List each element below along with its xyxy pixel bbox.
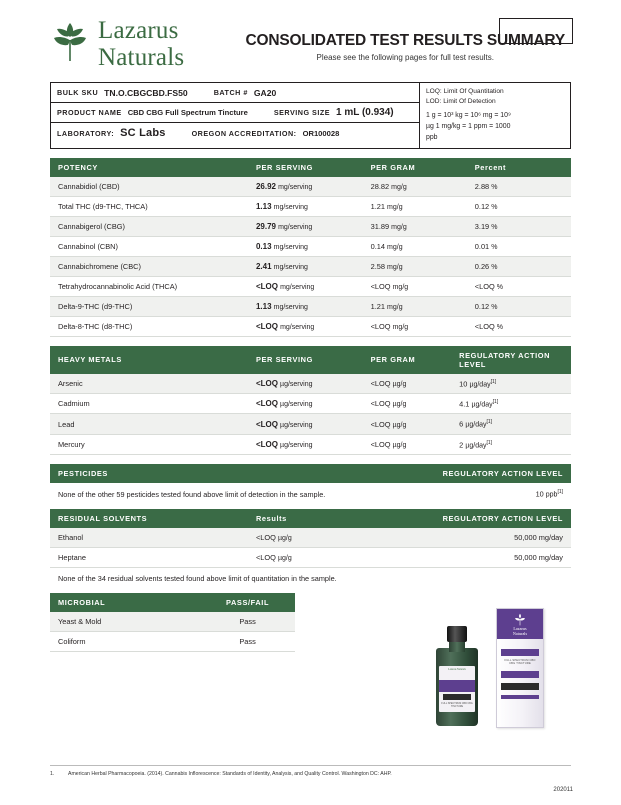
action-level-cell <box>415 528 571 548</box>
residual-solvents-section <box>50 509 571 589</box>
unit: mg/serving <box>273 303 308 311</box>
unit: mg/serving <box>278 223 313 231</box>
pesticides-col-title: PESTICIDES <box>50 464 363 483</box>
product-name-value: CBD CBG Full Spectrum Tincture <box>127 108 248 117</box>
value: 28.82 <box>370 181 390 191</box>
analyte-name: Cannabidiol (CBD) <box>50 177 248 197</box>
per-gram-cell <box>363 374 452 394</box>
action-level-cell <box>451 374 571 394</box>
value: <LOQ <box>370 440 391 450</box>
residual-solvents-table <box>50 509 571 568</box>
value: 0.01 <box>474 241 490 251</box>
pesticides-table <box>50 464 571 483</box>
value: 50,000 mg/day <box>514 552 563 562</box>
footnote-citation: American Herbal Pharmacopoeia. (2014). Cannabis Inflorescence: Standards of Identity, Analysis, and Quality Control. Washington DC: AHP. <box>68 771 392 777</box>
pesticides-note: None of the other 59 pesticides tested found above limit of detection in the sample. <box>58 489 326 499</box>
page-title: CONSOLIDATED TEST RESULTS SUMMARY <box>245 32 565 49</box>
value: 2.88 <box>474 181 490 191</box>
bulk-sku-value: TN.O.CBGCBD.FS50 <box>104 87 188 98</box>
per-gram-cell <box>363 394 452 414</box>
value: <LOQ <box>255 321 278 331</box>
table-row <box>50 528 571 548</box>
carton-brand-line-1: Lazarus <box>513 626 527 631</box>
per-gram-cell <box>363 196 467 216</box>
potency-table <box>50 158 571 337</box>
per-gram-cell <box>363 236 467 256</box>
value: 3.19 <box>474 221 490 231</box>
residual-solvents-rows <box>50 528 571 568</box>
carton-top-panel <box>497 609 543 639</box>
percent-cell <box>467 296 571 316</box>
unit: mg/serving <box>280 283 315 291</box>
result-cell <box>248 547 415 567</box>
unit: mg/g <box>391 223 407 231</box>
percent-cell <box>467 216 571 236</box>
table-row <box>50 414 571 434</box>
carton-band-4 <box>501 695 539 699</box>
product-carton <box>496 608 544 728</box>
bottle-label-dark-band <box>443 694 471 700</box>
per-gram-cell <box>363 276 467 296</box>
leaf-icon <box>514 613 526 626</box>
table-row <box>50 316 571 336</box>
value: 2 <box>459 440 464 450</box>
per-serving-cell <box>248 296 363 316</box>
serving-size-label: SERVING SIZE <box>273 108 331 117</box>
value: <LOQ <box>370 281 391 291</box>
analyte-name: Yeast & Mold <box>50 612 192 632</box>
result-cell: Pass <box>192 631 295 651</box>
value: 50,000 mg/day <box>514 532 563 542</box>
value: 29.79 <box>255 221 277 231</box>
table-row <box>50 276 571 296</box>
per-serving-cell <box>248 374 363 394</box>
brand-line-1: Lazarus <box>98 17 179 44</box>
unit: µg/day <box>465 421 487 429</box>
percent-cell <box>467 256 571 276</box>
analyte-name: Delta-8-THC (d8-THC) <box>50 316 248 336</box>
unit: µg/g <box>392 442 407 450</box>
unit: µg/serving <box>280 380 313 388</box>
footnote-marker: [1] <box>492 399 499 406</box>
bulk-sku-label: BULK SKU <box>57 88 99 97</box>
potency-section <box>50 158 571 337</box>
carton-band-2 <box>501 671 539 678</box>
bottle-label-band <box>439 680 475 692</box>
value: 1.21 <box>370 201 385 211</box>
hm-col-per-serving: PER SERVING <box>248 346 363 374</box>
unit: mg/g <box>392 323 409 331</box>
analyte-name: Cannabigerol (CBG) <box>50 216 248 236</box>
brand-wordmark <box>98 18 184 70</box>
conversion-line-3: ppb <box>426 133 438 141</box>
batch-value: GA20 <box>253 87 277 98</box>
per-gram-cell <box>363 216 467 236</box>
info-row-lab <box>51 123 419 143</box>
definitions-box <box>419 82 571 149</box>
pesticides-col-action-level: REGULATORY ACTION LEVEL <box>363 464 571 483</box>
result-cell: Pass <box>192 612 295 632</box>
per-gram-cell <box>363 296 467 316</box>
analyte-name: Mercury <box>50 434 248 454</box>
batch-label: BATCH # <box>213 88 248 97</box>
sample-info-panel <box>50 82 571 149</box>
unit: µg/g <box>277 534 292 542</box>
bottle-label-text: FULL SPECTRUM CBD CBG TINCTURE <box>441 702 473 708</box>
value: 2.58 <box>370 261 385 271</box>
product-name-label: PRODUCT NAME <box>57 108 122 117</box>
per-serving-cell <box>248 414 363 434</box>
value: <LOQ <box>370 399 391 409</box>
conversion-line-1: 1 g = 10³ kg = 10⁶ mg = 10⁹ <box>426 112 511 120</box>
page-subtitle: Please see the following pages for full test results. <box>316 53 494 62</box>
table-row <box>50 434 571 454</box>
bottle-label <box>439 666 475 712</box>
value: <LOQ <box>255 419 278 429</box>
analyte-name: Total THC (d9-THC, THCA) <box>50 196 248 216</box>
unit: % <box>491 223 498 231</box>
carton-text: FULL SPECTRUM CBD CBG TINCTURE <box>504 659 536 665</box>
per-serving-cell <box>248 236 363 256</box>
action-level-cell <box>415 547 571 567</box>
accreditation-value: OR100028 <box>302 128 340 138</box>
unit: µg/day <box>471 401 493 409</box>
value: <LOQ <box>370 419 391 429</box>
microbial-section <box>50 593 295 652</box>
pesticides-note-row <box>50 483 571 504</box>
table-row <box>50 177 571 197</box>
unit: µg/serving <box>280 442 313 450</box>
per-gram-cell <box>363 434 452 454</box>
value: 0.12 <box>474 201 490 211</box>
unit: mg/g <box>387 243 403 251</box>
serving-size-value: 1 mL (0.934) <box>336 107 394 118</box>
table-row <box>50 631 295 651</box>
carton-band-1 <box>501 649 539 656</box>
unit: mg/g <box>387 303 403 311</box>
dropper-cap <box>447 626 467 642</box>
unit: mg/g <box>391 183 407 191</box>
heavy-metals-rows <box>50 374 571 455</box>
potency-col-percent: Percent <box>467 158 571 177</box>
percent-cell <box>467 236 571 256</box>
table-header-row <box>50 346 571 374</box>
value: 2.41 <box>255 261 272 271</box>
unit: % <box>491 183 498 191</box>
rs-col-results: Results <box>248 509 415 528</box>
per-serving-cell <box>248 434 363 454</box>
value: 0.14 <box>370 241 385 251</box>
per-gram-cell <box>363 256 467 276</box>
unit: µg/g <box>392 421 407 429</box>
table-row <box>50 612 295 632</box>
pesticides-section <box>50 464 571 504</box>
value: <LOQ <box>255 399 278 409</box>
potency-col-per-serving: PER SERVING <box>248 158 363 177</box>
value: 10 <box>535 489 544 499</box>
unit: % <box>491 243 498 251</box>
footnote-marker: [1] <box>486 419 493 426</box>
value: <LOQ <box>255 378 278 388</box>
per-gram-cell <box>363 414 452 434</box>
value: <LOQ <box>474 321 495 331</box>
value: <LOQ <box>255 552 276 562</box>
microbial-col-analyte: MICROBIAL <box>50 593 192 612</box>
value: 0.26 <box>474 261 490 271</box>
percent-cell <box>467 177 571 197</box>
value: 0.13 <box>255 241 272 251</box>
value: 1.13 <box>255 301 272 311</box>
per-serving-cell <box>248 196 363 216</box>
info-row-product <box>51 103 419 123</box>
table-header-row <box>50 464 571 483</box>
laboratory-label: LABORATORY: <box>57 128 115 138</box>
heavy-metals-table <box>50 346 571 456</box>
table-header-row <box>50 593 295 612</box>
unit: % <box>491 203 498 211</box>
value: <LOQ <box>370 321 391 331</box>
microbial-col-passfail: PASS/FAIL <box>192 593 295 612</box>
unit: µg/g <box>277 554 292 562</box>
percent-cell <box>467 316 571 336</box>
value: 31.89 <box>370 221 390 231</box>
value: <LOQ <box>255 532 276 542</box>
table-row <box>50 374 571 394</box>
potency-col-per-gram: PER GRAM <box>363 158 467 177</box>
unit: mg/serving <box>273 203 308 211</box>
table-row <box>50 216 571 236</box>
brand-logo <box>50 18 184 70</box>
value: 10 <box>459 379 468 389</box>
table-header-row <box>50 158 571 177</box>
footnote <box>50 765 571 777</box>
heavy-metals-section <box>50 346 571 456</box>
footnote-marker: [1] <box>557 489 563 496</box>
footnote-marker: [1] <box>486 439 493 446</box>
value: <LOQ <box>370 378 391 388</box>
unit: µg/serving <box>280 401 313 409</box>
value: <LOQ <box>474 281 495 291</box>
analyte-name: Lead <box>50 414 248 434</box>
carton-band-3 <box>501 683 539 690</box>
carton-brand <box>497 627 543 636</box>
per-serving-cell <box>248 256 363 276</box>
value: 1.13 <box>255 201 272 211</box>
per-serving-cell <box>248 177 363 197</box>
table-row <box>50 296 571 316</box>
unit: ppb <box>545 491 558 499</box>
per-gram-cell <box>363 177 467 197</box>
table-row <box>50 547 571 567</box>
sample-info-left <box>50 82 419 149</box>
leaf-icon <box>50 20 90 64</box>
brand-line-2: Naturals <box>98 44 185 71</box>
carton-brand-line-2: Naturals <box>512 630 528 636</box>
action-level-cell <box>451 434 571 454</box>
unit: mg/g <box>387 263 403 271</box>
unit: mg/serving <box>278 183 313 191</box>
loq-definition: LOQ: Limit Of Quantitation <box>426 88 504 95</box>
unit: µg/g <box>392 380 407 388</box>
analyte-name: Cadmium <box>50 394 248 414</box>
unit: % <box>491 303 498 311</box>
value: <LOQ <box>255 281 278 291</box>
per-serving-cell <box>248 394 363 414</box>
analyte-name: Cannabinol (CBN) <box>50 236 248 256</box>
table-header-row <box>50 509 571 528</box>
unit: µg/serving <box>280 421 313 429</box>
percent-cell <box>467 196 571 216</box>
product-bottle <box>436 626 478 726</box>
percent-cell <box>467 276 571 296</box>
unit: mg/serving <box>280 323 315 331</box>
unit: mg/g <box>392 283 409 291</box>
per-gram-cell <box>363 316 467 336</box>
table-row <box>50 394 571 414</box>
analyte-name: Delta-9-THC (d9-THC) <box>50 296 248 316</box>
analyte-name: Cannabichromene (CBC) <box>50 256 248 276</box>
laboratory-value: SC Labs <box>120 127 166 139</box>
unit: % <box>496 283 504 291</box>
rs-col-analyte: RESIDUAL SOLVENTS <box>50 509 248 528</box>
analyte-name: Arsenic <box>50 374 248 394</box>
accreditation-label: OREGON ACCREDITATION: <box>191 128 297 138</box>
footnote-number: 1. <box>50 771 55 777</box>
unit: µg/day <box>465 442 487 450</box>
document-code: 202011 <box>553 787 573 793</box>
analyte-name: Coliform <box>50 631 192 651</box>
hm-col-action-level: REGULATORY ACTION LEVEL <box>451 346 571 374</box>
lod-definition: LOD: Limit Of Detection <box>426 98 496 106</box>
analyte-name: Heptane <box>50 547 248 567</box>
per-serving-cell <box>248 316 363 336</box>
table-row <box>50 196 571 216</box>
product-photo <box>418 604 578 744</box>
table-row <box>50 236 571 256</box>
table-row <box>50 256 571 276</box>
unit: µg/g <box>392 401 407 409</box>
analyte-name: Ethanol <box>50 528 248 548</box>
action-level-cell <box>451 414 571 434</box>
residual-solvents-note: None of the 34 residual solvents tested found above limit of quantitation in the sample. <box>50 568 571 589</box>
info-row-sku <box>51 83 419 103</box>
potency-col-analyte: POTENCY <box>50 158 248 177</box>
hm-col-per-gram: PER GRAM <box>363 346 452 374</box>
unit: mg/serving <box>273 263 308 271</box>
per-serving-cell <box>248 216 363 236</box>
unit: µg/day <box>469 381 491 389</box>
potency-rows <box>50 177 571 337</box>
unit: mg/serving <box>273 243 308 251</box>
value: 26.92 <box>255 181 277 191</box>
analyte-name: Tetrahydrocannabinolic Acid (THCA) <box>50 276 248 296</box>
value: 4.1 <box>459 399 470 409</box>
result-cell <box>248 528 415 548</box>
bottle-brand: Lazarus Naturals <box>448 668 466 671</box>
conversion-line-2: µg 1 mg/kg = 1 ppm = 1000 <box>426 123 511 131</box>
hm-col-analyte: HEAVY METALS <box>50 346 248 374</box>
unit: % <box>491 263 498 271</box>
action-level-cell <box>451 394 571 414</box>
microbial-table <box>50 593 295 652</box>
unit: mg/g <box>387 203 403 211</box>
unit: % <box>496 323 504 331</box>
value: 0.12 <box>474 301 490 311</box>
microbial-rows <box>50 612 295 652</box>
stamp-box <box>499 18 573 44</box>
pesticides-limit <box>536 489 563 498</box>
page-header <box>0 0 621 78</box>
value: <LOQ <box>255 440 278 450</box>
footnote-marker: [1] <box>490 378 497 385</box>
per-serving-cell <box>248 276 363 296</box>
rs-col-action-level: REGULATORY ACTION LEVEL <box>415 509 571 528</box>
value: 6 <box>459 419 464 429</box>
value: 1.21 <box>370 301 385 311</box>
